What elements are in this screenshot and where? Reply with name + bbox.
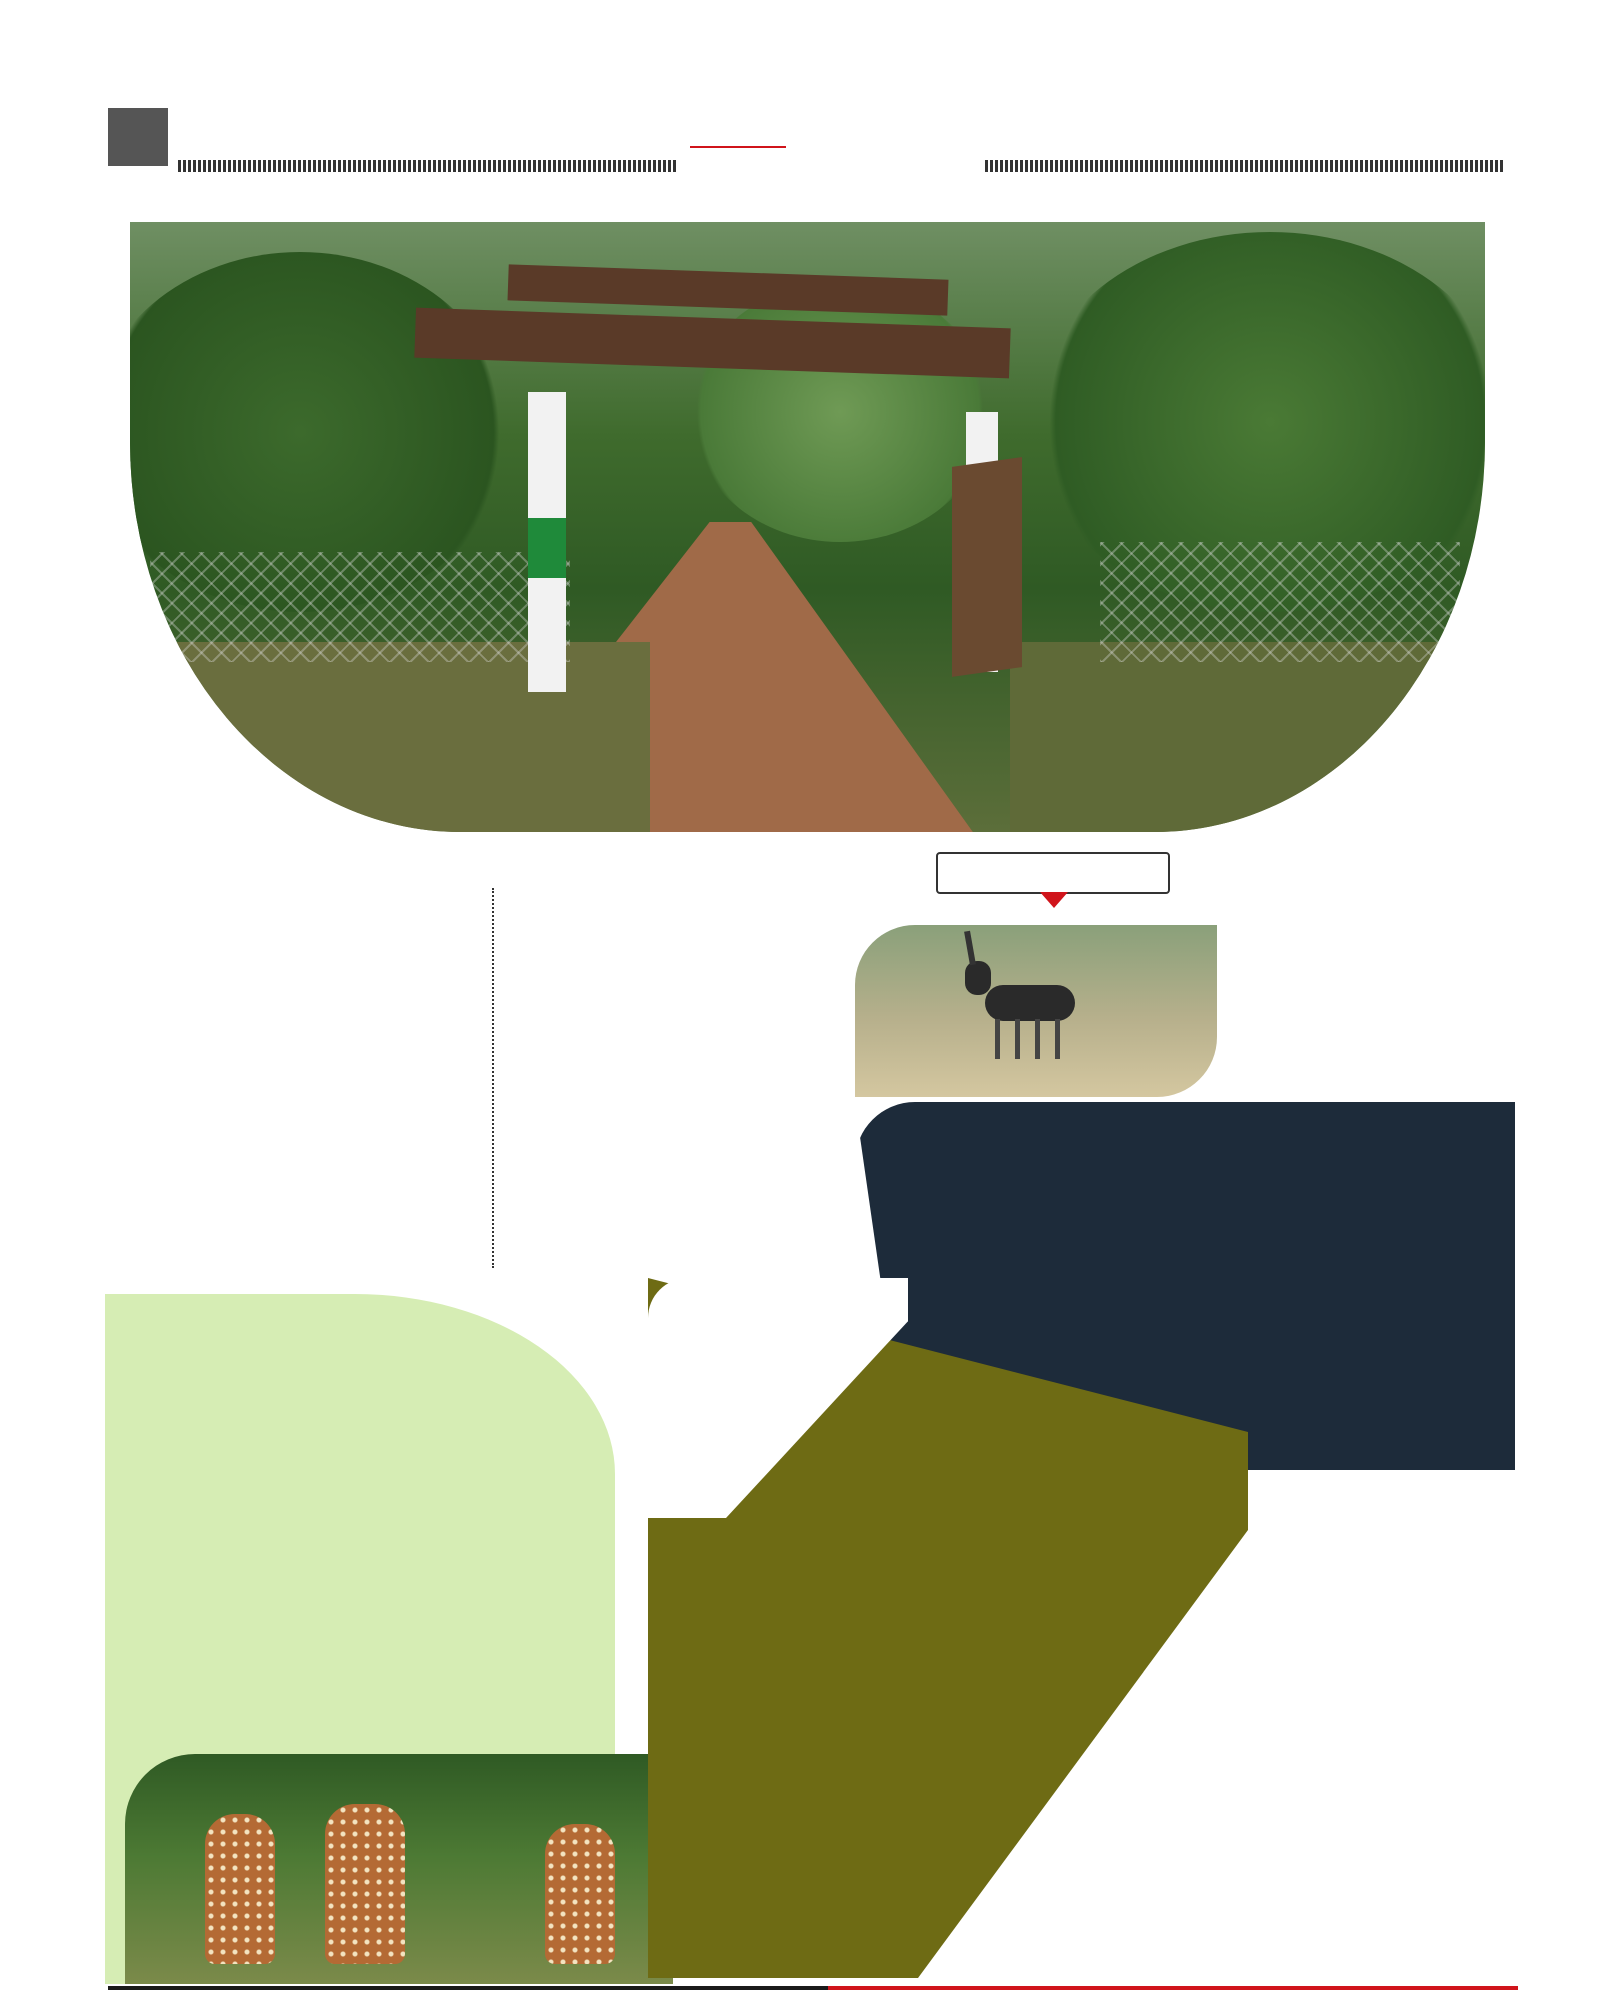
blackbuck-head bbox=[965, 961, 991, 995]
deer-photo bbox=[125, 1754, 673, 1984]
masthead bbox=[690, 104, 980, 180]
grass-left bbox=[130, 642, 650, 832]
deer-3 bbox=[545, 1824, 615, 1964]
hero-photo bbox=[130, 222, 1485, 832]
page-number bbox=[108, 108, 168, 166]
sign-text-1 bbox=[509, 264, 949, 279]
byline bbox=[936, 852, 1170, 894]
fire-body bbox=[1060, 1570, 1500, 1945]
byline-arrow bbox=[1040, 892, 1068, 908]
header-rule-left bbox=[178, 160, 678, 172]
krishnasara-body bbox=[1232, 800, 1502, 1100]
gate-leaf bbox=[952, 457, 1022, 677]
blackbuck-legs bbox=[995, 1019, 1065, 1059]
fani-body bbox=[140, 1308, 590, 1728]
footer-rule-dark bbox=[108, 1986, 828, 1990]
footer-rule-red bbox=[828, 1986, 1518, 1990]
fence-right bbox=[1100, 542, 1460, 662]
header-rule-right bbox=[985, 160, 1505, 172]
deer-1 bbox=[205, 1814, 275, 1964]
blackbuck-horns bbox=[964, 931, 976, 966]
gate-pillar-left bbox=[528, 392, 566, 692]
blackbuck-photo bbox=[855, 925, 1217, 1097]
column-divider bbox=[492, 888, 494, 1268]
brand-tag-line bbox=[690, 146, 786, 148]
article-col1 bbox=[140, 822, 475, 1270]
deer-2 bbox=[325, 1804, 405, 1964]
sign-board-1 bbox=[508, 264, 949, 315]
blackbuck-body bbox=[985, 985, 1075, 1021]
fence-left bbox=[150, 552, 570, 662]
